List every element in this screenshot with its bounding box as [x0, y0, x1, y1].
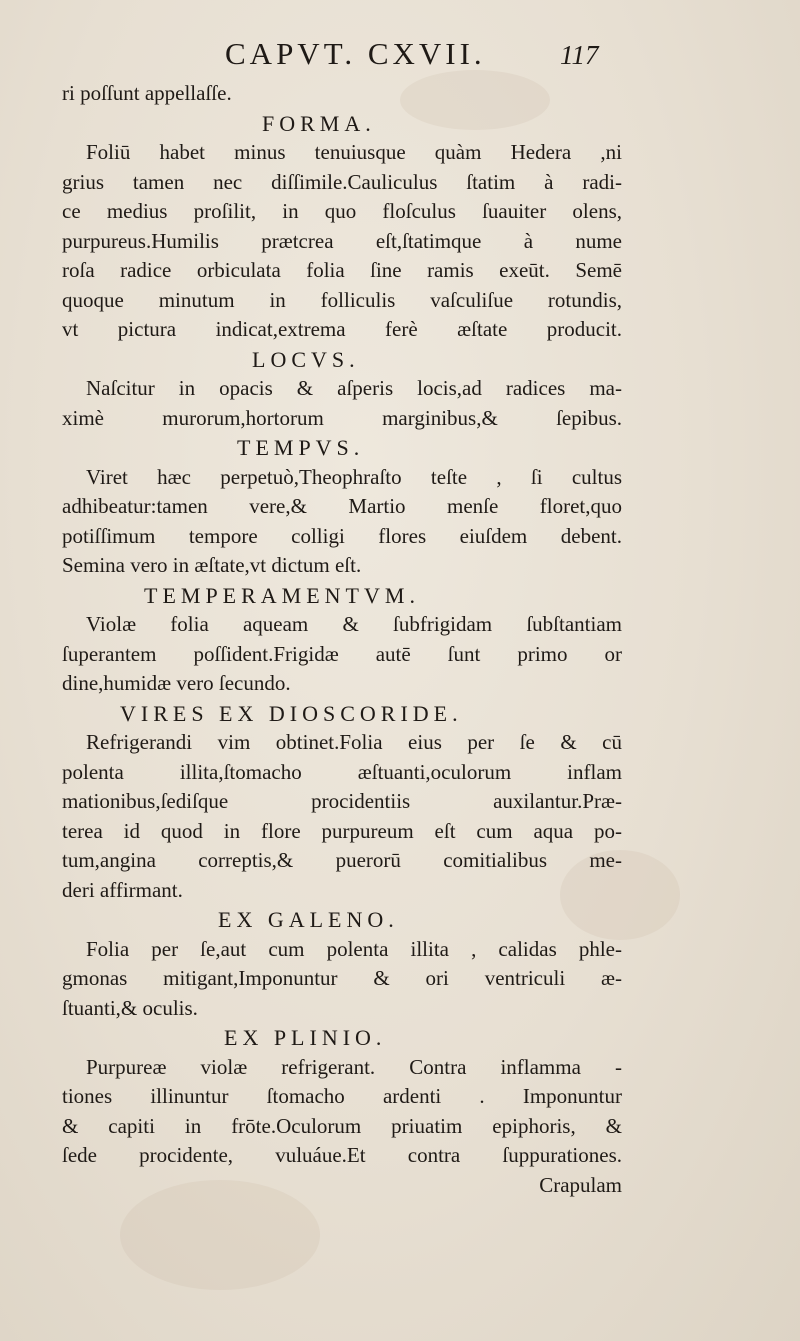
text-line: gmonas mitigant,Imponuntur & ori ventriculi æ- [62, 966, 622, 990]
text-line: dine,humidæ vero ſecundo. [62, 671, 291, 695]
running-head [0, 36, 800, 76]
text-line: potiſſimum tempore colligi flores eiuſdem debent. [62, 523, 622, 548]
text-line: ce medius proſilit, in quo floſculus ſuauiter olens, [62, 199, 622, 223]
text-line: ximè murorum,hortorum marginibus,& ſepibus. [62, 405, 622, 430]
text-line: mationibus,ſediſque procidentiis auxilantur.Præ- [62, 789, 622, 813]
text-line: purpureus.Humilis prætcrea eſt,ſtatimque à nume [62, 228, 622, 253]
running-title: CAPVT. CXVII. [225, 36, 486, 71]
page-number: 117 [560, 40, 599, 70]
text-line: Foliū habet minus tenuiusque quàm Hedera ,ni [86, 140, 622, 164]
section-heading-vires-dioscoride: VIRES EX DIOSCORIDE. [120, 700, 463, 726]
text-line: polenta illita,ſtomacho æſtuanti,oculorum inflam [62, 759, 622, 784]
section-heading-tempus: TEMPVS. [237, 435, 365, 460]
section-heading-locus: LOCVS. [252, 346, 360, 372]
text-line: & capiti in frōte.Oculorum priuatim epiphoris, & [62, 1113, 622, 1138]
text-line: ri poſſunt appellaſſe. [62, 81, 232, 105]
text-line: Violæ folia aqueam & ſubfrigidam ſubſtantiam [86, 612, 622, 636]
section-heading-plinio: EX PLINIO. [224, 1025, 387, 1050]
text-line: Viret hæc perpetuò,Theophraſto teſte , ſi cultus [86, 464, 622, 489]
text-line: ſede procidente, vuluáue.Et contra ſuppurationes. [62, 1143, 622, 1167]
text-line: Folia per ſe,aut cum polenta illita , calidas phle- [86, 936, 622, 961]
text-line: tiones illinuntur ſtomacho ardenti . Imponuntur [62, 1084, 622, 1108]
text-line: Refrigerandi vim obtinet.Folia eius per ſe & cū [86, 730, 622, 754]
text-line: vt pictura indicat,extrema ferè æſtate producit. [62, 317, 622, 341]
text-line: adhibeatur:tamen vere,& Martio menſe floret,quo [62, 494, 622, 518]
catchword: Crapulam [539, 1172, 622, 1197]
text-line: quoque minutum in folliculis vaſculiſue rotundis, [62, 287, 622, 312]
text-line: grius tamen nec diſſimile.Cauliculus ſtatim à radi- [62, 169, 622, 194]
section-heading-galeno: EX GALENO. [218, 907, 399, 932]
section-heading-temperamentum: TEMPERAMENTVM. [144, 582, 420, 608]
text-line: roſa radice orbiculata folia ſine ramis exeūt. Semē [62, 258, 622, 282]
body-text [62, 79, 622, 1200]
text-line: Semina vero in æſtate,vt dictum eſt. [62, 553, 362, 577]
text-line: Naſcitur in opacis & aſperis locis,ad radices ma- [86, 376, 622, 400]
text-line: ſuperantem poſſident.Frigidæ autē ſunt primo or [62, 641, 622, 666]
text-line: tum,angina correptis,& puerorū comitialibus me- [62, 848, 622, 872]
text-line: deri affirmant. [62, 877, 183, 902]
text-line: Purpureæ violæ refrigerant. Contra inflamma - [86, 1054, 622, 1079]
section-heading-forma: FORMA. [262, 110, 376, 136]
text-line: ſtuanti,& oculis. [62, 995, 198, 1020]
text-line: terea id quod in flore purpureum eſt cum aqua po- [62, 818, 622, 843]
